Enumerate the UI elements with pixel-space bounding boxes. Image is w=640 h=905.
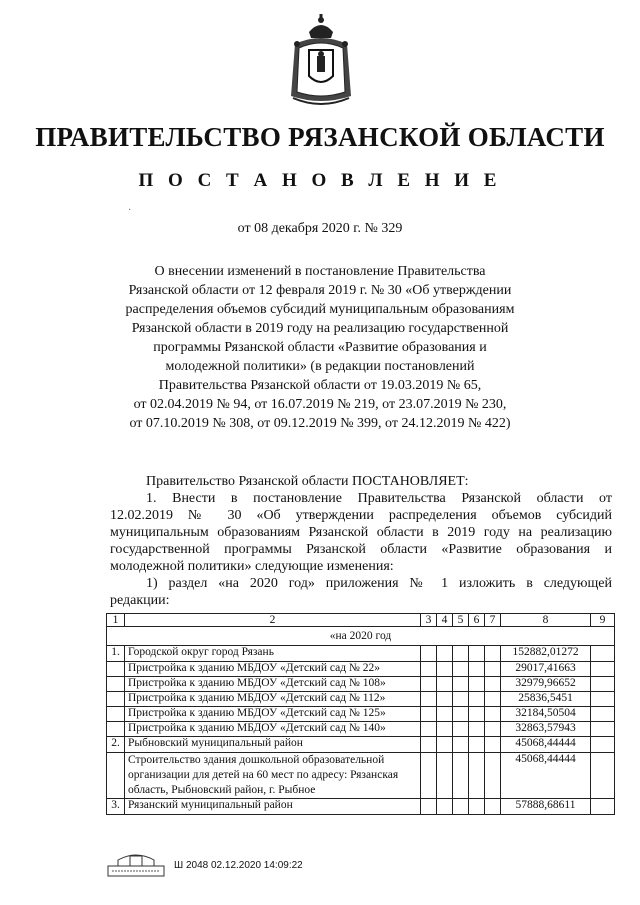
table-row [107, 662, 615, 677]
column-number: 1 [107, 614, 125, 627]
subject-line: О внесении изменений в постановление Правительства [154, 264, 486, 279]
row-value: 152882,01272 [501, 646, 591, 662]
row-value: 32184,50504 [501, 707, 591, 722]
table-row [107, 799, 615, 815]
subject-line: Рязанской области от 12 февраля 2019 г. № 30 «Об утверждении [128, 283, 512, 298]
subject-line: программы Рязанской области «Развитие образования и [153, 340, 487, 355]
table-row [107, 753, 615, 799]
row-name: Рыбновский муниципальный район [125, 737, 421, 753]
subject-line: распределения объемов субсидий муниципальным образованиям [125, 302, 515, 317]
document-date-number: от 08 декабря 2020 г. № 329 [237, 221, 403, 236]
row-value: 45068,44444 [501, 753, 591, 799]
row-number [107, 707, 125, 722]
subject-line: от 07.10.2019 № 308, от 09.12.2019 № 399, от 24.12.2019 № 422) [129, 416, 511, 431]
subitem1-line: редакции: [110, 593, 170, 608]
table-row [107, 677, 615, 692]
row-number [107, 692, 125, 707]
column-number: 7 [485, 614, 501, 627]
registration-footer [104, 852, 364, 878]
registration-number: Ш 2048 [174, 860, 209, 871]
row-name: Городской округ город Рязань [125, 646, 421, 662]
document-subject [120, 262, 520, 433]
table-row [107, 707, 615, 722]
registration-timestamp: 02.12.2020 14:09:22 [210, 860, 303, 871]
subject-line: от 02.04.2019 № 94, от 16.07.2019 № 219, от 23.07.2019 № 230, [133, 397, 507, 412]
row-name: Пристройка к зданию МБДОУ «Детский сад № 112» [125, 692, 421, 707]
column-number: 9 [591, 614, 615, 627]
column-number: 8 [501, 614, 591, 627]
row-value: 32863,57943 [501, 722, 591, 737]
row-name: Пристройка к зданию МБДОУ «Детский сад № 125» [125, 707, 421, 722]
row-name: Пристройка к зданию МБДОУ «Детский сад № 22» [125, 662, 421, 677]
subitem1-line: 1) раздел «на 2020 год» приложения № 1 изложить в следующей [146, 576, 612, 591]
table-row [107, 737, 615, 753]
item1-line: 1. Внести в постановление Правительства Рязанской области от [146, 491, 612, 506]
table-row [107, 646, 615, 662]
row-name: Рязанский муниципальный район [125, 799, 421, 815]
coat-of-arms-emblem [285, 14, 357, 110]
row-value: 25836,5451 [501, 692, 591, 707]
row-name: Строительство здания дошкольной образовательной организации для детей на 60 мест по адресу: Рязанская область, Рыбновский район, г. Рыбное [125, 753, 421, 799]
row-number [107, 677, 125, 692]
table-caption-row [107, 627, 615, 646]
government-title: ПРАВИТЕЛЬСТВО РЯЗАНСКОЙ ОБЛАСТИ [35, 122, 605, 152]
row-value: 32979,96652 [501, 677, 591, 692]
row-number: 3. [107, 799, 125, 815]
table-header-row [107, 614, 615, 627]
column-number: 5 [453, 614, 469, 627]
row-number: 2. [107, 737, 125, 753]
document-type: П О С Т А Н О В Л Е Н И Е [138, 170, 502, 191]
row-number [107, 722, 125, 737]
table-row [107, 692, 615, 707]
subject-line: Правительства Рязанской области от 19.03.2019 № 65, [158, 378, 482, 393]
row-value: 29017,41663 [501, 662, 591, 677]
column-number: 6 [469, 614, 485, 627]
row-number: 1. [107, 646, 125, 662]
row-value: 45068,44444 [501, 737, 591, 753]
item1-line: молодежной политики» следующие изменения: [110, 559, 394, 574]
scan-speck: · [128, 205, 132, 216]
column-number: 2 [125, 614, 421, 627]
subsidy-table [106, 613, 615, 815]
table-caption: «на 2020 год [107, 627, 615, 646]
row-name: Пристройка к зданию МБДОУ «Детский сад № 140» [125, 722, 421, 737]
row-value: 57888,68611 [501, 799, 591, 815]
item1-line: государственной программы Рязанской области «Развитие образования и [110, 542, 612, 557]
table-row [107, 722, 615, 737]
resolution-intro: Правительство Рязанской области ПОСТАНОВЛЯЕТ: [146, 474, 469, 489]
subject-line: молодежной политики» (в редакции постановлений [165, 359, 475, 374]
item1-line: 12.02.2019 № 30 «Об утверждении распределения объемов субсидий [110, 508, 612, 523]
subject-line: Рязанской области в 2019 году на реализацию государственной [131, 321, 509, 336]
row-number [107, 662, 125, 677]
column-number: 4 [437, 614, 453, 627]
row-number [107, 753, 125, 799]
column-number: 3 [421, 614, 437, 627]
resolution-body [110, 473, 612, 609]
registry-stamp-logo [104, 852, 168, 878]
item1-line: муниципальным образованиям Рязанской области в 2019 году на реализацию [110, 525, 612, 540]
row-name: Пристройка к зданию МБДОУ «Детский сад № 108» [125, 677, 421, 692]
registration-stamp [174, 860, 303, 871]
